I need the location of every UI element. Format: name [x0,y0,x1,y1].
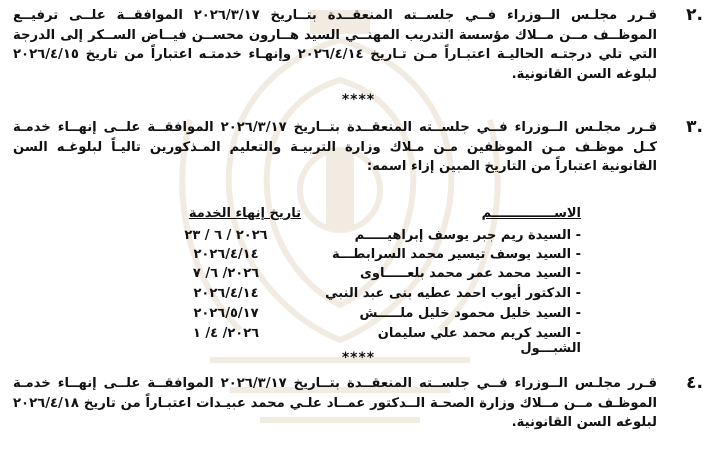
table-row [137,326,581,356]
name-column-header: الاســــــــــــــم [481,206,581,221]
table-row [137,228,581,246]
decision-item-3 [13,118,703,177]
employee-name: - السيد كريم محمد علي سليمان الشبـــول [377,326,581,356]
item-text: قـرر مجلـس الــوزراء فــي جلســته المنعقــدة بتــاريخ ٢٠٢٦/٣/١٧ الموافقــة علــى إنهــاء خدمـة كـل موظـف مـن الموظفين مـن مـلاك وزارة التربيـة والتعليم المـذكورين تاليـاً لبلوغـه السن القانونية اعتباراً من التاريخ المبين إزاء اسمه: [13,120,657,174]
employee-name: - الدكتور أيوب احمد عطيه بنى عبد النبي [325,286,581,301]
table-row [137,286,581,304]
end-of-service-date: ٢٠٢٦ / ٦ / ٢٣ [184,228,268,243]
table-row [137,247,581,265]
table-row [137,306,581,324]
item-number: ٣. [686,117,703,137]
employees-table-header [137,206,581,226]
employee-name: - السيدة ريم جبر يوسف إبراهيـــــم [354,228,581,243]
end-of-service-date: ٢٠٢٦/ ٦/ ٧ [192,266,260,281]
end-of-service-date: ٢٠٢٦/٥/١٧ [193,306,259,321]
end-of-service-date: ٢٠٢٦/ ٤/ ١ [192,326,260,341]
item-number: ٢. [686,5,703,25]
item-text: قـرر مجلـس الــوزراء فــي جلســته المنعقــدة بتــاريخ ٢٠٢٦/٣/١٧ الموافقــة علــى إنهــاء خدمـة الموظـف مــن مــلاك وزارة الصحـة الــدكتور عمــاد علـي محمد عبيـدات اعتبـاراً من تاريخ ٢٠٢٦/٤/١٨ لبلوغه السن القانونية. [13,376,657,430]
separator: **** [341,350,376,366]
decision-item-4 [13,374,703,433]
item-text: قـرر مجلـس الــوزراء فــي جلســته المنعقــدة بتــاريخ ٢٠٢٦/٣/١٧ الموافقــة علــى ترفيــع الموظــف مــن مــلاك مؤسسة التدريب المهنــي السيد هــارون محســن فيــاض الســكر إلى الدرجة التي تلي درجتـه الحاليـة اعتبـاراً مـن تـاريخ ٢٠٢٦/٤/١٤ وإنهـاء خدمتـه اعتباراً من تاريخ ٢٠٢٦/٤/١٥ لبلوغه السن القانونية. [13,8,657,82]
employee-name: - السيد محمد عمر محمد بلعـــــاوى [360,266,581,281]
end-of-service-date: ٢٠٢٦/٤/١٤ [193,247,259,262]
separator: **** [341,92,376,108]
item-number: ٤. [686,373,703,393]
end-of-service-date: ٢٠٢٦/٤/١٤ [193,286,259,301]
decision-item-2 [13,6,703,84]
date-column-header: تاريخ إنهاء الخدمة [188,206,301,221]
employee-name: - السيد يوسف تيسير محمد السرابطـــة [331,247,581,262]
table-row [137,266,581,284]
employee-name: - السيد خليل محمود خليل ملـــــش [359,306,581,321]
